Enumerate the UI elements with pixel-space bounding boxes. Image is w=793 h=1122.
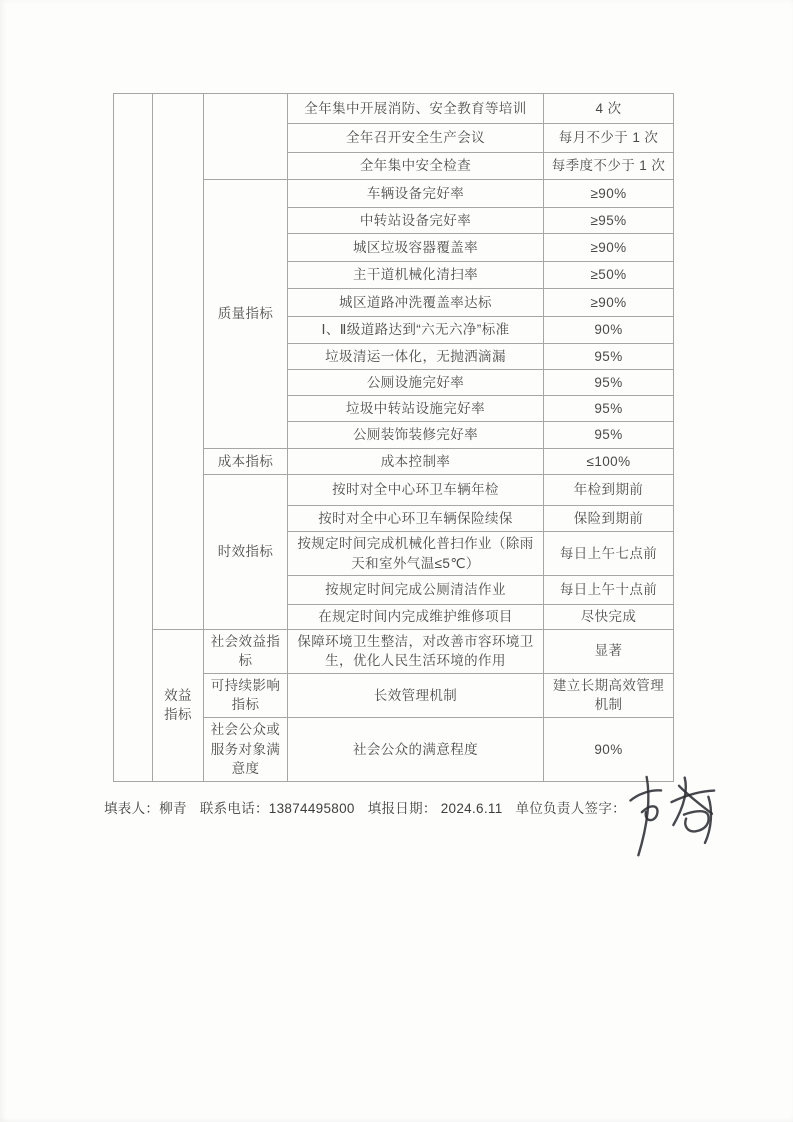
indicator-cell: 全年集中开展消防、安全教育等培训 [288,94,544,124]
performance-indicators-table [113,93,674,782]
value-cell: 显著 [544,629,674,673]
value-cell: 90% [544,717,674,781]
empty-left-continuation-cell [114,94,153,782]
category-cell-empty [204,94,288,180]
indicator-cell: 公厕装饰装修完好率 [288,422,544,449]
responsible-signature-label: 单位负责人签字： [515,801,626,816]
table-row [114,629,674,673]
category-cell-public-satisfaction: 社会公众或服务对象满意度 [204,717,288,781]
indicator-cell: 按时对全中心环卫车辆保险续保 [288,506,544,532]
indicator-cell: 按规定时间完成机械化普扫作业（除雨天和室外气温≤5℃） [288,532,544,576]
value-cell: ≥90% [544,180,674,208]
value-cell: 90% [544,317,674,344]
indicator-cell: 车辆设备完好率 [288,180,544,208]
value-cell: ≤100% [544,449,674,475]
indicator-cell: 城区道路冲洗覆盖率达标 [288,289,544,317]
category-cell-timeliness: 时效指标 [204,475,288,630]
indicator-cell: 城区垃圾容器覆盖率 [288,234,544,262]
form-filler-name: 填表人：柳青 [104,801,187,816]
indicator-cell: 在规定时间内完成维护维修项目 [288,605,544,630]
indicator-cell: Ⅰ、Ⅱ级道路达到“六无六净”标准 [288,317,544,344]
category-cell-cost: 成本指标 [204,449,288,475]
value-cell: ≥90% [544,234,674,262]
value-cell: 建立长期高效管理机制 [544,673,674,717]
indicator-cell: 垃圾中转站设施完好率 [288,396,544,422]
indicator-cell: 全年召开安全生产会议 [288,124,544,153]
value-cell: 每季度不少于 1 次 [544,153,674,180]
group-cell-benefit: 效益指标 [153,629,204,781]
footer-line [104,797,626,817]
indicator-cell: 主干道机械化清扫率 [288,262,544,289]
value-cell: 每日上午十点前 [544,576,674,605]
filing-date: 填报日期： 2024.6.11 [367,801,503,816]
indicator-cell: 全年集中安全检查 [288,153,544,180]
value-cell: 95% [544,370,674,396]
value-cell: 95% [544,422,674,449]
value-cell: ≥90% [544,289,674,317]
indicator-cell: 按时对全中心环卫车辆年检 [288,475,544,506]
handwritten-signature-scribble [623,766,724,863]
table-row [114,94,674,124]
empty-group-continuation-cell [153,94,204,630]
category-cell-quality: 质量指标 [204,180,288,449]
indicator-cell: 成本控制率 [288,449,544,475]
value-cell: 每月不少于 1 次 [544,124,674,153]
indicator-cell: 社会公众的满意程度 [288,717,544,781]
value-cell: 每日上午七点前 [544,532,674,576]
indicator-cell: 按规定时间完成公厕清洁作业 [288,576,544,605]
value-cell: 尽快完成 [544,605,674,630]
contact-phone: 联系电话：13874495800 [199,801,355,816]
value-cell: ≥95% [544,208,674,234]
value-cell: ≥50% [544,262,674,289]
category-cell-sustainability: 可持续影响指标 [204,673,288,717]
value-cell: 保险到期前 [544,506,674,532]
indicator-cell: 中转站设备完好率 [288,208,544,234]
value-cell: 95% [544,344,674,370]
category-cell-social-benefit: 社会效益指标 [204,629,288,673]
value-cell: 4 次 [544,94,674,124]
indicator-cell: 垃圾清运一体化，无抛洒滴漏 [288,344,544,370]
indicator-cell: 保障环境卫生整洁，对改善市容环境卫生，优化人民生活环境的作用 [288,629,544,673]
value-cell: 95% [544,396,674,422]
value-cell: 年检到期前 [544,475,674,506]
indicator-cell: 长效管理机制 [288,673,544,717]
indicator-cell: 公厕设施完好率 [288,370,544,396]
